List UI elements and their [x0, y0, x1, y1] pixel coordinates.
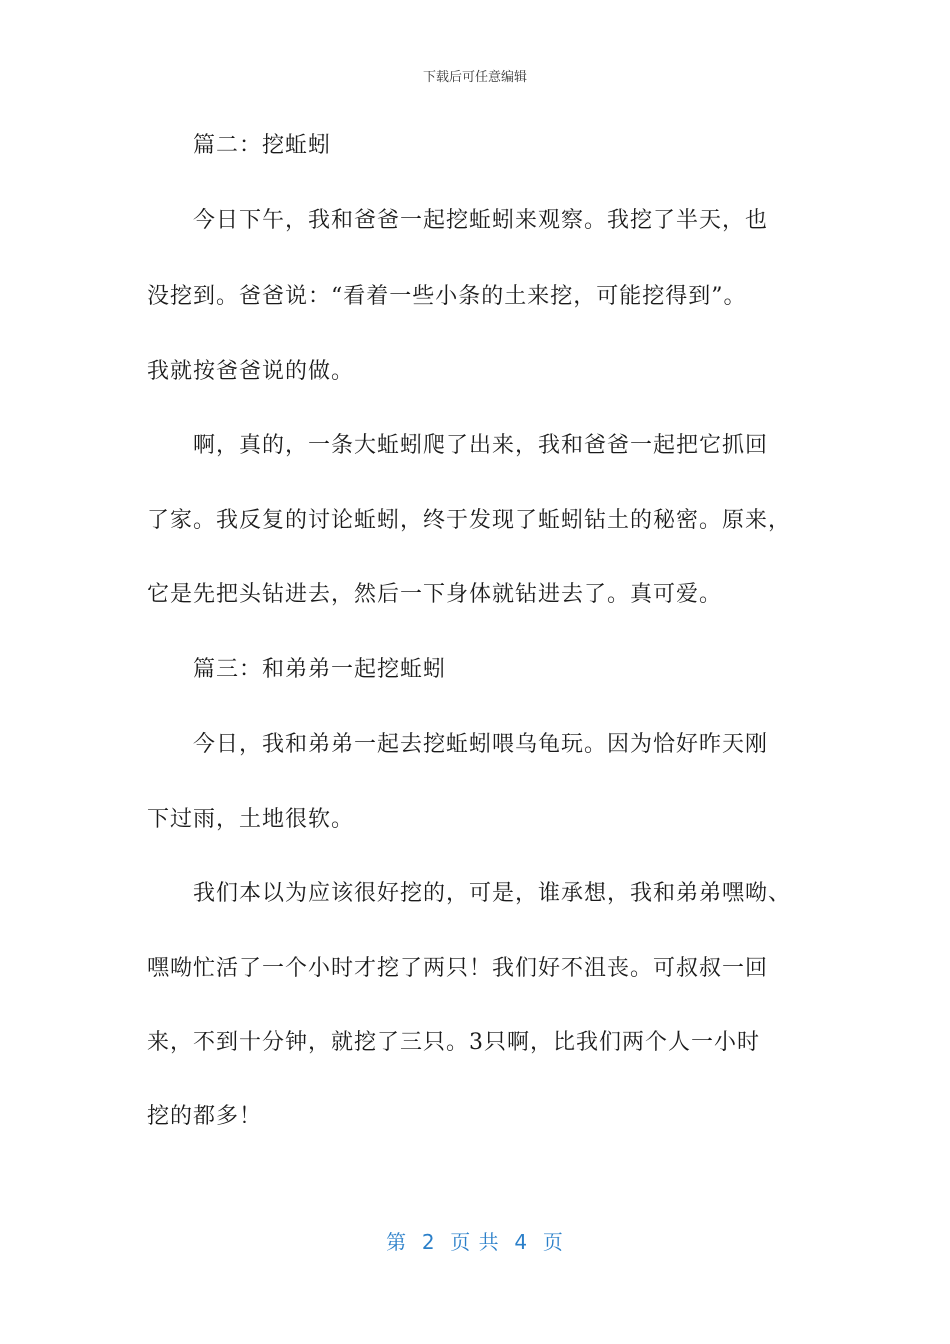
paragraph-line: 啊，真的，一条大蚯蚓爬了出来，我和爸爸一起把它抓回 — [193, 433, 769, 458]
section-title-2: 篇二：挖蚯蚓 — [193, 133, 332, 158]
page-number-footer: 第 2 页 共 4 页 — [386, 1230, 564, 1254]
paragraph-line: 下过雨，土地很软。 — [147, 807, 355, 832]
paragraph-line: 它是先把头钻进去，然后一下身体就钻进去了。真可爱。 — [147, 582, 723, 607]
paragraph-line: 挖的都多！ — [147, 1104, 263, 1129]
paragraph-line: 今日，我和弟弟一起去挖蚯蚓喂乌龟玩。因为恰好昨天刚 — [193, 732, 769, 757]
paragraph-line: 我们本以为应该很好挖的，可是，谁承想，我和弟弟嘿呦、 — [193, 881, 792, 906]
paragraph-line: 嘿呦忙活了一个小时才挖了两只！我们好不沮丧。可叔叔一回 — [147, 956, 769, 981]
section-title-3: 篇三：和弟弟一起挖蚯蚓 — [193, 657, 447, 682]
page-header: 下载后可任意编辑 — [422, 70, 527, 85]
paragraph-line: 今日下午，我和爸爸一起挖蚯蚓来观察。我挖了半天，也 — [193, 208, 769, 233]
paragraph-line: 没挖到。爸爸说：“看着一些小条的土来挖，可能挖得到”。 — [147, 284, 747, 309]
paragraph-line: 来，不到十分钟，就挖了三只。3只啊，比我们两个人一小时 — [147, 1030, 760, 1055]
paragraph-line: 了家。我反复的讨论蚯蚓，终于发现了蚯蚓钻土的秘密。原来， — [147, 508, 792, 533]
paragraph-line: 我就按爸爸说的做。 — [147, 359, 355, 384]
